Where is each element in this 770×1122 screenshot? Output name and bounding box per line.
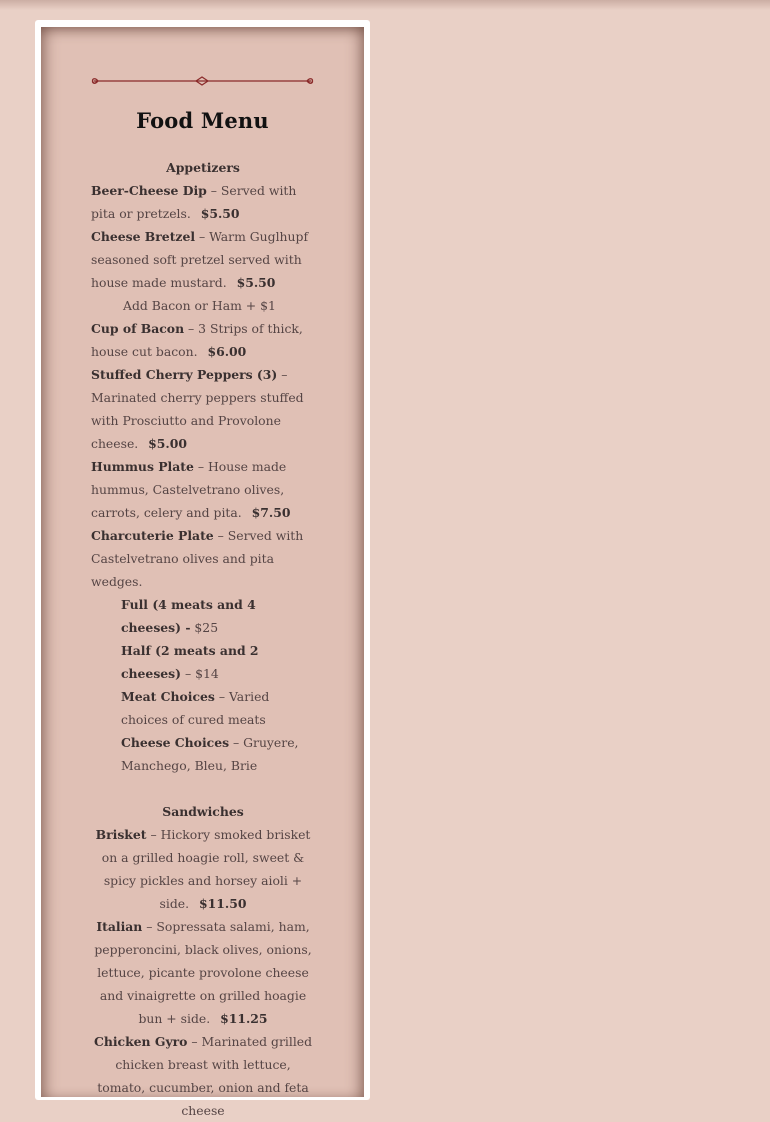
item-description: – Marinated cherry peppers stuffed with Prosciutto and Provolone cheese. <box>91 367 304 451</box>
menu-item <box>91 915 315 1030</box>
item-price: $5.50 <box>200 206 240 221</box>
section-spacer <box>91 777 315 800</box>
menu-item <box>91 524 315 593</box>
charcuterie-option <box>91 731 315 777</box>
item-name: Charcuterie Plate <box>91 528 214 543</box>
charcuterie-option <box>91 593 315 639</box>
item-price: $11.50 <box>199 896 247 911</box>
section-heading-sandwiches: Sandwiches <box>162 804 244 819</box>
charcuterie-option <box>91 685 315 731</box>
charcuterie-option <box>91 639 315 685</box>
option-description: – $14 <box>181 666 219 681</box>
menu-item <box>91 823 315 915</box>
menu-item <box>91 225 315 294</box>
item-description: – 3 Strips of thick, house cut bacon. <box>91 321 303 359</box>
top-shadow <box>0 0 770 10</box>
item-name: Cup of Bacon <box>91 321 185 336</box>
item-name: Beer-Cheese Dip <box>91 183 207 198</box>
item-price: $7.50 <box>251 505 291 520</box>
option-name: Full (4 meats and 4 cheeses) - <box>121 597 256 635</box>
item-description: – Sopressata salami, ham, pepperoncini, black olives, onions, lettuce, picante provolone cheese and vinaigrette on grilled hoagie bun + side. <box>94 919 312 1026</box>
menu-title: Food Menu <box>136 108 269 133</box>
section-heading-appetizers: Appetizers <box>166 160 240 175</box>
item-description: – Served with Castelvetrano olives and pita wedges. <box>91 528 304 589</box>
item-description: – Warm Guglhupf seasoned soft pretzel served with house made mustard. <box>91 229 309 290</box>
item-name: Brisket <box>95 827 147 842</box>
item-description: – Served with pita or pretzels. <box>91 183 297 221</box>
item-addon: Add Bacon or Ham + $1 <box>123 298 276 313</box>
menu-item <box>91 363 315 455</box>
menu-item <box>91 179 315 225</box>
option-name: Cheese Choices <box>121 735 230 750</box>
option-description: – Gruyere, Manchego, Bleu, Brie <box>121 735 299 773</box>
item-name: Stuffed Cherry Peppers (3) <box>91 367 278 382</box>
item-description: – Hickory smoked brisket on a grilled hoagie roll, sweet & spicy pickles and horsey aioli + side. <box>101 827 311 911</box>
item-name: Chicken Gyro <box>93 1034 188 1049</box>
option-name: Half (2 meats and 2 cheeses) <box>121 643 259 681</box>
item-name: Italian <box>96 919 143 934</box>
divider-ornament-icon <box>90 73 315 89</box>
item-description: – Marinated grilled chicken breast with lettuce, tomato, cucumber, onion and feta cheese <box>97 1034 313 1118</box>
item-price: $5.50 <box>236 275 276 290</box>
menu-item <box>91 1030 315 1122</box>
option-description: – Varied choices of cured meats <box>121 689 270 727</box>
option-description: $25 <box>190 620 219 635</box>
menu-item <box>91 455 315 524</box>
option-name: Meat Choices <box>121 689 215 704</box>
item-price: $11.25 <box>220 1011 268 1026</box>
item-name: Hummus Plate <box>91 459 194 474</box>
item-price: $6.00 <box>207 344 247 359</box>
item-description: – House made hummus, Castelvetrano olives, carrots, celery and pita. <box>91 459 287 520</box>
menu-content <box>91 156 315 1122</box>
menu-item <box>91 317 315 363</box>
item-name: Cheese Bretzel <box>91 229 196 244</box>
item-price: $5.00 <box>148 436 187 451</box>
